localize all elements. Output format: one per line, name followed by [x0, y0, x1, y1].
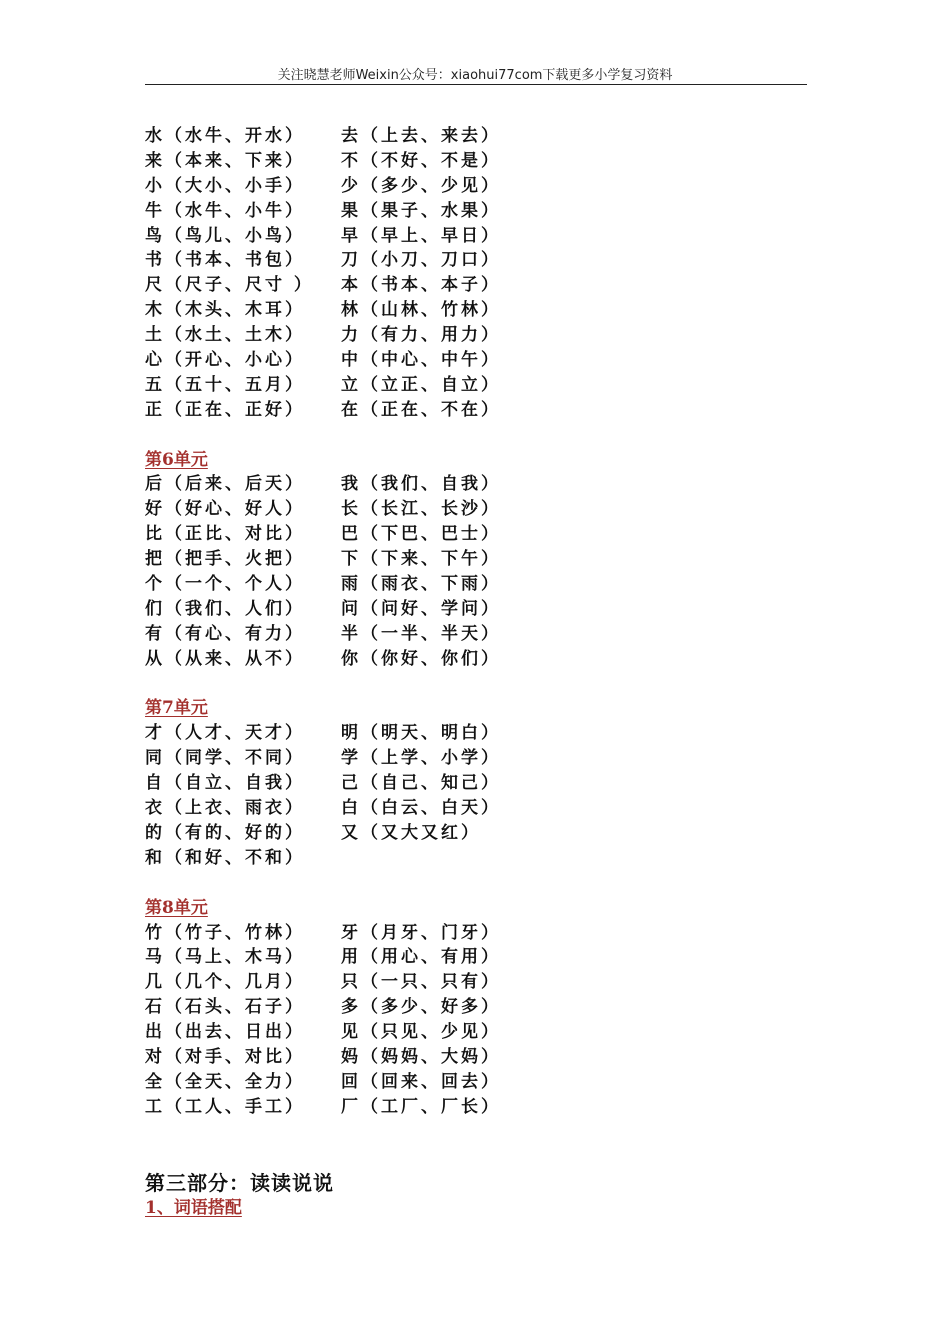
unit6-list — [145, 472, 785, 671]
vocab-row — [145, 821, 785, 846]
vocab-row — [145, 721, 785, 746]
vocab-row — [145, 846, 785, 871]
vocab-entry-right: 只（一只、只有） — [341, 972, 501, 993]
part3-heading: 第三部分：读读说说 — [145, 1171, 334, 1195]
vocab-entry-left: 才（人才、天才） — [145, 723, 305, 744]
vocab-row — [145, 1070, 785, 1095]
vocab-entry-left: 和（和好、不和） — [145, 847, 305, 868]
vocab-entry-left: 五（五十、五月） — [145, 374, 305, 395]
vocab-row — [145, 1095, 785, 1120]
section-top-list — [145, 124, 785, 423]
vocab-row — [145, 597, 785, 622]
vocab-entry-left: 们（我们、人们） — [145, 598, 305, 619]
vocab-row — [145, 248, 785, 273]
vocab-entry-right: 又（又大又红） — [341, 822, 481, 843]
vocab-entry-left: 出（出去、日出） — [145, 1022, 305, 1043]
vocab-row — [145, 373, 785, 398]
vocab-row — [145, 472, 785, 497]
vocab-entry-right: 立（立正、自立） — [341, 374, 501, 395]
vocab-entry-left: 有（有心、有力） — [145, 623, 305, 644]
vocab-entry-left: 心（开心、小心） — [145, 350, 305, 371]
spacer — [145, 423, 785, 448]
vocab-entry-right: 刀（小刀、刀口） — [341, 250, 501, 271]
unit8-list — [145, 921, 785, 1120]
vocab-row — [145, 921, 785, 946]
vocab-row — [145, 771, 785, 796]
vocab-entry-left: 后（后来、后天） — [145, 474, 305, 495]
vocab-entry-right: 见（只见、少见） — [341, 1022, 501, 1043]
vocab-entry-left: 自（自立、自我） — [145, 773, 305, 794]
vocab-entry-left: 小（大小、小手） — [145, 175, 305, 196]
vocab-entry-right: 本（书本、本子） — [341, 275, 501, 296]
vocab-row — [145, 622, 785, 647]
vocab-entry-left: 木（木头、木耳） — [145, 300, 305, 321]
vocab-row — [145, 323, 785, 348]
vocab-row — [145, 547, 785, 572]
vocab-row — [145, 398, 785, 423]
vocab-row — [145, 1020, 785, 1045]
vocab-entry-left: 同（同学、不同） — [145, 748, 305, 769]
spacer — [145, 871, 785, 896]
vocab-entry-right: 你（你好、你们） — [341, 648, 501, 669]
unit6-title: 第6单元 — [145, 449, 208, 470]
vocab-entry-left: 把（把手、火把） — [145, 549, 305, 570]
vocab-entry-left: 马（马上、木马） — [145, 947, 305, 968]
vocab-entry-left: 石（石头、石子） — [145, 997, 305, 1018]
vocab-entry-right: 明（明天、明白） — [341, 723, 501, 744]
vocab-entry-right: 长（长江、长沙） — [341, 499, 501, 520]
vocab-entry-right: 少（多少、少见） — [341, 175, 501, 196]
vocab-row — [145, 497, 785, 522]
vocab-row — [145, 970, 785, 995]
vocab-entry-left: 正（正在、正好） — [145, 399, 305, 420]
vocab-row — [145, 995, 785, 1020]
vocab-row — [145, 224, 785, 249]
unit8-title: 第8单元 — [145, 897, 208, 918]
vocab-entry-right: 我（我们、自我） — [341, 474, 501, 495]
vocab-entry-left: 好（好心、好人） — [145, 499, 305, 520]
vocab-row — [145, 273, 785, 298]
vocab-entry-right: 半（一半、半天） — [341, 623, 501, 644]
spacer — [145, 672, 785, 697]
vocab-entry-left: 对（对手、对比） — [145, 1046, 305, 1067]
vocab-entry-left: 几（几个、几月） — [145, 972, 305, 993]
vocab-entry-right: 巴（下巴、巴士） — [341, 524, 501, 545]
vocab-row — [145, 647, 785, 672]
vocab-entry-right: 下（下来、下午） — [341, 549, 501, 570]
vocab-entry-right: 果（果子、水果） — [341, 200, 501, 221]
vocab-entry-right: 中（中心、中午） — [341, 350, 501, 371]
vocab-entry-right: 去（上去、来去） — [341, 126, 501, 146]
page-header-text: 关注晓慧老师Weixin公众号：xiaohui77com下载更多小学复习资料 — [277, 68, 673, 83]
part3-subheading: 1、词语搭配 — [145, 1198, 242, 1218]
vocab-row — [145, 199, 785, 224]
vocab-entry-left: 比（正比、对比） — [145, 524, 305, 545]
vocab-entry-right: 己（自己、知己） — [341, 773, 501, 794]
vocab-row — [145, 796, 785, 821]
vocab-row — [145, 174, 785, 199]
vocab-entry-right: 回（回来、回去） — [341, 1071, 501, 1092]
vocab-row — [145, 348, 785, 373]
vocab-entry-right: 问（问好、学问） — [341, 598, 501, 619]
vocab-entry-left: 工（工人、手工） — [145, 1096, 305, 1117]
vocab-entry-left: 牛（水牛、小牛） — [145, 200, 305, 221]
vocab-entry-right: 妈（妈妈、大妈） — [341, 1046, 501, 1067]
vocab-row — [145, 124, 785, 149]
vocab-entry-right: 雨（雨衣、下雨） — [341, 574, 501, 595]
vocab-row — [145, 522, 785, 547]
vocab-row — [145, 746, 785, 771]
vocab-entry-right: 白（白云、白天） — [341, 798, 501, 819]
vocab-entry-right: 多（多少、好多） — [341, 997, 501, 1018]
vocab-entry-right: 在（正在、不在） — [341, 399, 501, 420]
vocab-content — [145, 124, 785, 1120]
vocab-entry-right: 林（山林、竹林） — [341, 300, 501, 321]
vocab-entry-left: 水（水牛、开水） — [145, 126, 305, 146]
vocab-entry-right: 力（有力、用力） — [341, 325, 501, 346]
vocab-entry-left: 从（从来、从不） — [145, 648, 305, 669]
header-divider — [145, 84, 807, 85]
vocab-entry-right: 用（用心、有用） — [341, 947, 501, 968]
vocab-entry-left: 鸟（鸟儿、小鸟） — [145, 225, 305, 246]
vocab-entry-left: 来（本来、下来） — [145, 150, 305, 171]
vocab-entry-left: 尺（尺子、尺寸 ） — [145, 275, 314, 296]
vocab-entry-right: 早（早上、早日） — [341, 225, 501, 246]
vocab-row — [145, 945, 785, 970]
vocab-entry-left: 土（水土、土木） — [145, 325, 305, 346]
vocab-entry-right: 厂（工厂、厂长） — [341, 1096, 501, 1117]
vocab-entry-left: 个（一个、个人） — [145, 574, 305, 595]
vocab-entry-right: 不（不好、不是） — [341, 150, 501, 171]
vocab-entry-left: 全（全天、全力） — [145, 1071, 305, 1092]
vocab-entry-left: 衣（上衣、雨衣） — [145, 798, 305, 819]
vocab-entry-right: 牙（月牙、门牙） — [341, 922, 501, 943]
unit7-list — [145, 721, 785, 870]
vocab-entry-left: 的（有的、好的） — [145, 822, 305, 843]
unit7-title: 第7单元 — [145, 698, 208, 719]
vocab-row — [145, 149, 785, 174]
vocab-entry-right: 学（上学、小学） — [341, 748, 501, 769]
vocab-row — [145, 298, 785, 323]
vocab-entry-left: 竹（竹子、竹林） — [145, 922, 305, 943]
vocab-row — [145, 572, 785, 597]
vocab-entry-left: 书（书本、书包） — [145, 250, 305, 271]
vocab-row — [145, 1045, 785, 1070]
